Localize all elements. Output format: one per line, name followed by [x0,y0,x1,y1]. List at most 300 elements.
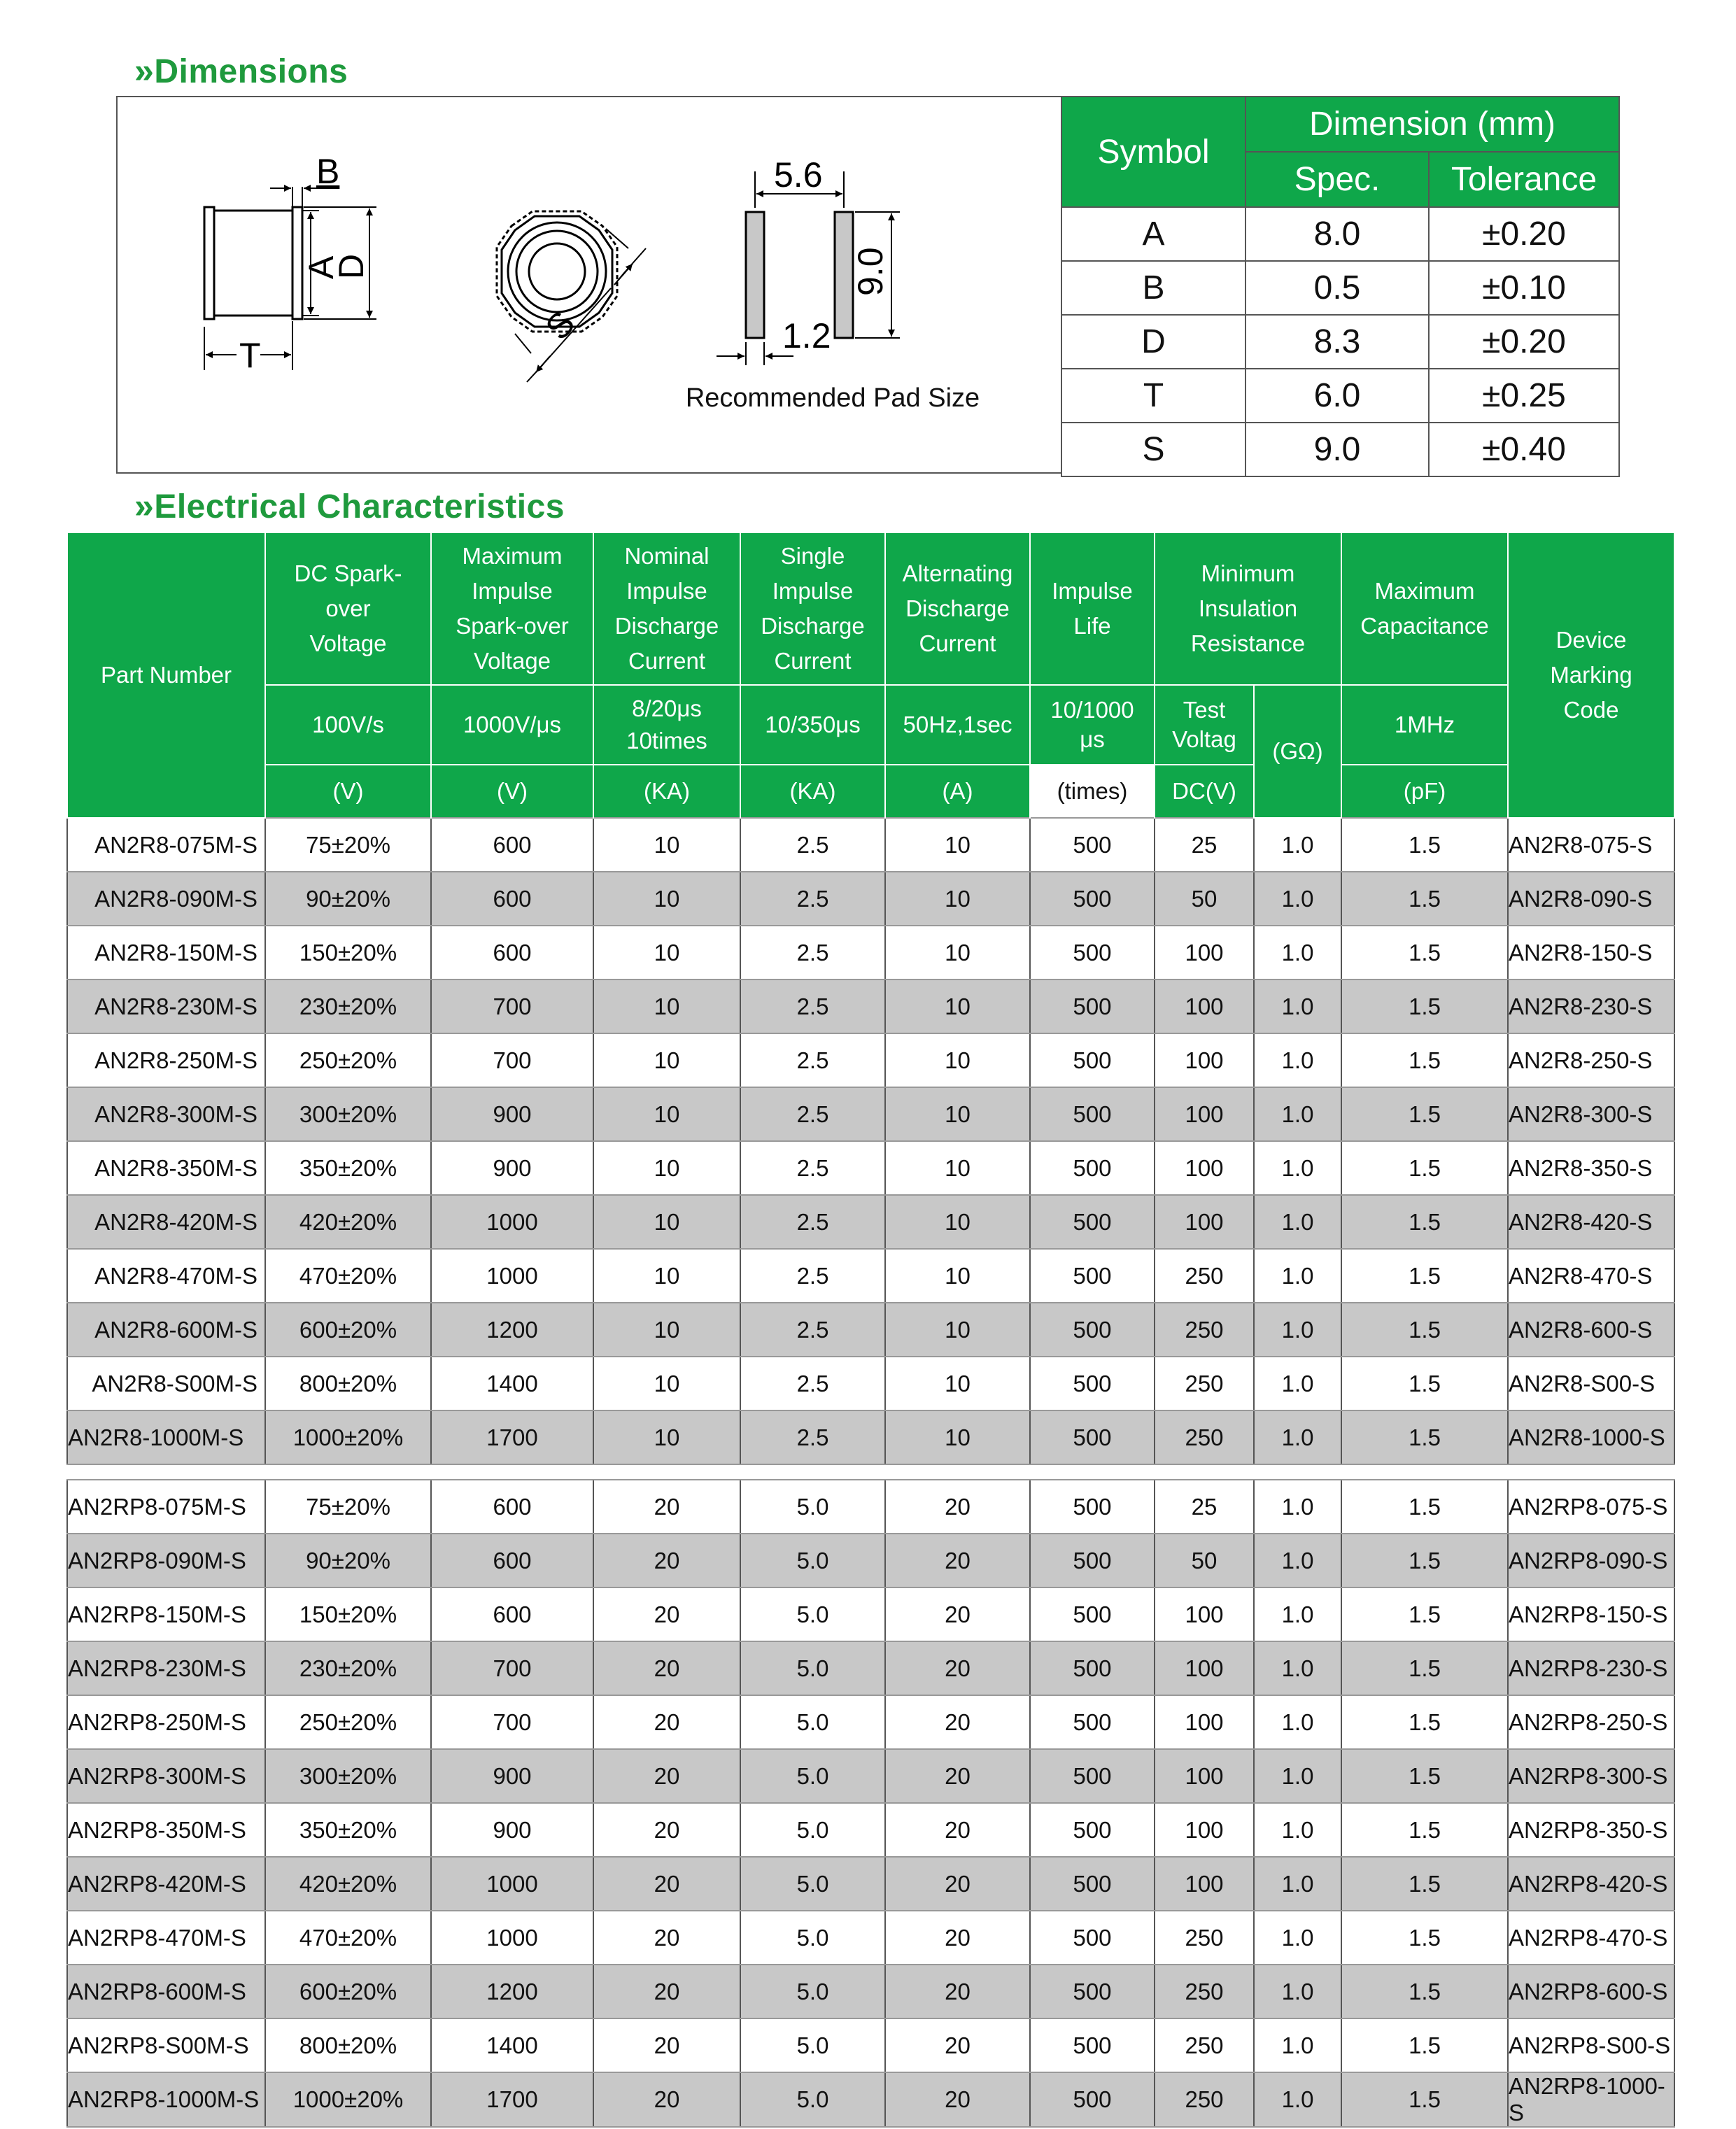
life-cell: 500 [1030,1587,1155,1641]
table-row [67,1695,1674,1749]
nominal-cell: 10 [593,1357,740,1410]
test-voltage-condition: Test Voltag [1155,685,1254,765]
part-cell: AN2RP8-1000M-S [67,2072,265,2127]
life-cell: 500 [1030,1141,1155,1195]
alternating-cell: 20 [885,1749,1030,1803]
marking-cell: AN2R8-1000-S [1508,1410,1674,1464]
life-cell: 500 [1030,1249,1155,1303]
spacer-cell [431,1464,593,1480]
life-cell: 500 [1030,818,1155,872]
nominal-cell: 10 [593,1410,740,1464]
resistance-cell: 1.0 [1254,1587,1341,1641]
dc-cell: 420±20% [265,1195,431,1249]
symbol-header: Symbol [1061,97,1245,207]
capacitance-cell: 1.5 [1341,1195,1508,1249]
impulse-cell: 1000 [431,1249,593,1303]
table-row [67,1587,1674,1641]
table-row [67,1357,1674,1410]
test-voltage-cell: 100 [1155,1641,1254,1695]
life-cell: 500 [1030,1965,1155,2018]
alternating-cell: 20 [885,1641,1030,1695]
nominal-condition: 8/20μs 10times [593,685,740,765]
resistance-cell: 1.0 [1254,926,1341,979]
table-row [67,1534,1674,1587]
resistance-cell: 1.0 [1254,979,1341,1033]
nominal-header: Nominal Impulse Discharge Current [593,532,740,685]
spec-header: Spec. [1245,152,1429,207]
dimension-tolerance-cell: ±0.20 [1429,207,1619,261]
capacitance-cell: 1.5 [1341,1587,1508,1641]
alternating-cell: 20 [885,2018,1030,2072]
resistance-cell: 1.0 [1254,1749,1341,1803]
table-row [67,1911,1674,1965]
capacitance-cell: 1.5 [1341,2018,1508,2072]
part-cell: AN2RP8-230M-S [67,1641,265,1695]
alternating-cell: 10 [885,1195,1030,1249]
label-t: T [239,336,261,375]
dc-header: DC Spark-over Voltage [265,532,431,685]
part-cell: AN2R8-075M-S [67,818,265,872]
capacitance-cell: 1.5 [1341,1480,1508,1534]
capacitance-cell: 1.5 [1341,1857,1508,1911]
dc-cell: 420±20% [265,1857,431,1911]
single-cell: 2.5 [740,926,885,979]
spacer-cell [1030,1464,1155,1480]
label-s: S [537,304,583,348]
marking-cell: AN2R8-150-S [1508,926,1674,979]
alternating-cell: 10 [885,1141,1030,1195]
marking-cell: AN2RP8-090-S [1508,1534,1674,1587]
impulse-cell: 600 [431,1480,593,1534]
alternating-cell: 10 [885,979,1030,1033]
single-cell: 5.0 [740,1749,885,1803]
impulse-cell: 1400 [431,2018,593,2072]
resistance-cell: 1.0 [1254,1249,1341,1303]
capacitance-header: Maximum Capacitance [1341,532,1508,685]
capacitance-cell: 1.5 [1341,1357,1508,1410]
dc-cell: 150±20% [265,1587,431,1641]
single-cell: 2.5 [740,1195,885,1249]
table-row [67,979,1674,1033]
part-cell: AN2RP8-470M-S [67,1911,265,1965]
dc-cell: 230±20% [265,979,431,1033]
marking-cell: AN2RP8-1000-S [1508,2072,1674,2127]
dimension-row [1061,261,1619,315]
capacitance-cell: 1.5 [1341,979,1508,1033]
part-cell: AN2R8-230M-S [67,979,265,1033]
marking-cell: AN2R8-230-S [1508,979,1674,1033]
alternating-cell: 20 [885,1965,1030,2018]
marking-header: Device Marking Code [1508,532,1674,818]
life-cell: 500 [1030,1911,1155,1965]
impulse-cell: 900 [431,1087,593,1141]
life-cell: 500 [1030,2018,1155,2072]
life-cell: 500 [1030,872,1155,926]
alternating-cell: 20 [885,1695,1030,1749]
dimensions-heading [134,50,348,91]
marking-cell: AN2RP8-420-S [1508,1857,1674,1911]
insulation-header: Minimum Insulation Resistance [1155,532,1341,685]
alternating-cell: 20 [885,1534,1030,1587]
single-cell: 5.0 [740,2018,885,2072]
resistance-unit: (GΩ) [1254,685,1341,818]
life-cell: 500 [1030,1534,1155,1587]
resistance-cell: 1.0 [1254,872,1341,926]
capacitance-cell: 1.5 [1341,1249,1508,1303]
single-cell: 5.0 [740,1641,885,1695]
table-row [67,2018,1674,2072]
part-cell: AN2R8-S00M-S [67,1357,265,1410]
capacitance-cell: 1.5 [1341,1534,1508,1587]
dimension-spec-cell: 0.5 [1245,261,1429,315]
resistance-cell: 1.0 [1254,2018,1341,2072]
impulse-cell: 700 [431,1641,593,1695]
life-cell: 500 [1030,1857,1155,1911]
part-cell: AN2RP8-S00M-S [67,2018,265,2072]
test-voltage-cell: 50 [1155,1534,1254,1587]
marking-cell: AN2RP8-075-S [1508,1480,1674,1534]
marking-cell: AN2R8-420-S [1508,1195,1674,1249]
alternating-unit: (A) [885,765,1030,818]
part-cell: AN2R8-250M-S [67,1033,265,1087]
test-voltage-cell: 100 [1155,1195,1254,1249]
marking-cell: AN2RP8-S00-S [1508,2018,1674,2072]
resistance-cell: 1.0 [1254,1087,1341,1141]
dc-cell: 350±20% [265,1141,431,1195]
single-unit: (KA) [740,765,885,818]
dimension-row [1061,369,1619,423]
nominal-cell: 20 [593,1911,740,1965]
capacitance-cell: 1.5 [1341,1641,1508,1695]
alternating-header: Alternating Discharge Current [885,532,1030,685]
alternating-cell: 10 [885,818,1030,872]
impulse-cell: 1200 [431,1303,593,1357]
nominal-cell: 20 [593,1695,740,1749]
dc-cell: 1000±20% [265,1410,431,1464]
test-voltage-cell: 100 [1155,1857,1254,1911]
spacer-cell [1254,1464,1341,1480]
life-cell: 500 [1030,1410,1155,1464]
capacitance-cell: 1.5 [1341,1695,1508,1749]
marking-cell: AN2R8-075-S [1508,818,1674,872]
dc-cell: 1000±20% [265,2072,431,2127]
marking-cell: AN2R8-250-S [1508,1033,1674,1087]
resistance-cell: 1.0 [1254,1357,1341,1410]
spacer-cell [885,1464,1030,1480]
nominal-cell: 10 [593,1303,740,1357]
marking-cell: AN2RP8-250-S [1508,1695,1674,1749]
dimension-header: Dimension (mm) [1245,97,1619,152]
single-cell: 2.5 [740,1033,885,1087]
impulse-cell: 1000 [431,1911,593,1965]
life-cell: 500 [1030,926,1155,979]
dimension-row [1061,423,1619,476]
test-voltage-cell: 50 [1155,872,1254,926]
alternating-cell: 10 [885,1087,1030,1141]
impulse-cell: 1000 [431,1857,593,1911]
nominal-cell: 10 [593,818,740,872]
alternating-cell: 20 [885,2072,1030,2127]
dc-cell: 800±20% [265,2018,431,2072]
single-cell: 2.5 [740,872,885,926]
resistance-cell: 1.0 [1254,1911,1341,1965]
nominal-cell: 20 [593,1803,740,1857]
part-cell: AN2R8-1000M-S [67,1410,265,1464]
impulse-cell: 1000 [431,1195,593,1249]
single-cell: 2.5 [740,1303,885,1357]
marking-cell: AN2RP8-600-S [1508,1965,1674,2018]
section-marker: » [134,486,155,525]
test-voltage-cell: 100 [1155,1033,1254,1087]
label-b: B [316,152,340,191]
impulse-cell: 600 [431,1534,593,1587]
nominal-cell: 20 [593,1749,740,1803]
dimension-tolerance-cell: ±0.10 [1429,261,1619,315]
single-cell: 2.5 [740,979,885,1033]
single-cell: 5.0 [740,1857,885,1911]
dc-cell: 75±20% [265,1480,431,1534]
pad-gap-label: 1.2 [782,316,831,355]
life-cell: 500 [1030,1480,1155,1534]
alternating-cell: 10 [885,1303,1030,1357]
capacitance-cell: 1.5 [1341,1410,1508,1464]
resistance-cell: 1.0 [1254,1141,1341,1195]
dc-cell: 230±20% [265,1641,431,1695]
capacitance-condition: 1MHz [1341,685,1508,765]
dc-cell: 300±20% [265,1749,431,1803]
test-voltage-cell: 250 [1155,1965,1254,2018]
life-cell: 500 [1030,1641,1155,1695]
section-marker: » [134,51,155,90]
table-row [67,1965,1674,2018]
dc-cell: 600±20% [265,1303,431,1357]
pad-size-caption: Recommended Pad Size [685,383,980,413]
part-cell: AN2RP8-150M-S [67,1587,265,1641]
dimension-symbol-cell: B [1061,261,1245,315]
part-cell: AN2R8-420M-S [67,1195,265,1249]
test-voltage-unit: DC(V) [1155,765,1254,818]
dimension-row [1061,207,1619,261]
part-cell: AN2RP8-300M-S [67,1749,265,1803]
dimension-symbol-cell: D [1061,315,1245,369]
nominal-cell: 10 [593,1195,740,1249]
part-number-header: Part Number [67,532,265,818]
marking-cell: AN2R8-350-S [1508,1141,1674,1195]
life-cell: 500 [1030,1695,1155,1749]
capacitance-cell: 1.5 [1341,1087,1508,1141]
single-cell: 2.5 [740,1141,885,1195]
dimension-spec-cell: 8.0 [1245,207,1429,261]
resistance-cell: 1.0 [1254,1480,1341,1534]
dc-unit: (V) [265,765,431,818]
nominal-cell: 20 [593,1480,740,1534]
life-cell: 500 [1030,1195,1155,1249]
nominal-cell: 20 [593,2018,740,2072]
dimension-symbol-cell: S [1061,423,1245,476]
part-cell: AN2RP8-075M-S [67,1480,265,1534]
part-cell: AN2R8-300M-S [67,1087,265,1141]
dimension-spec-cell: 8.3 [1245,315,1429,369]
impulse-cell: 900 [431,1749,593,1803]
resistance-cell: 1.0 [1254,1641,1341,1695]
test-voltage-cell: 100 [1155,926,1254,979]
test-voltage-cell: 250 [1155,1911,1254,1965]
dc-condition: 100V/s [265,685,431,765]
impulse-life-condition: 10/1000 μs [1030,685,1155,765]
dc-cell: 470±20% [265,1249,431,1303]
part-cell: AN2RP8-420M-S [67,1857,265,1911]
table-row [67,1087,1674,1141]
spacer-cell [1508,1464,1674,1480]
pad-width-label: 5.6 [774,155,823,194]
electrical-table [66,532,1675,2128]
nominal-cell: 20 [593,2072,740,2127]
resistance-cell: 1.0 [1254,1695,1341,1749]
dimension-row [1061,315,1619,369]
capacitance-cell: 1.5 [1341,1749,1508,1803]
part-cell: AN2R8-470M-S [67,1249,265,1303]
tolerance-header: Tolerance [1429,152,1619,207]
nominal-cell: 10 [593,1249,740,1303]
electrical-heading [134,486,565,526]
test-voltage-cell: 100 [1155,979,1254,1033]
alternating-cell: 10 [885,926,1030,979]
impulse-cell: 700 [431,1033,593,1087]
marking-cell: AN2RP8-300-S [1508,1749,1674,1803]
table-row [67,1480,1674,1534]
capacitance-cell: 1.5 [1341,1965,1508,2018]
nominal-cell: 20 [593,1857,740,1911]
test-voltage-cell: 25 [1155,818,1254,872]
single-cell: 5.0 [740,1534,885,1587]
table-row [67,818,1674,872]
impulse-spark-unit: (V) [431,765,593,818]
resistance-cell: 1.0 [1254,2072,1341,2127]
resistance-cell: 1.0 [1254,1033,1341,1087]
dimension-symbol-cell: T [1061,369,1245,423]
alternating-condition: 50Hz,1sec [885,685,1030,765]
nominal-cell: 20 [593,1587,740,1641]
spacer-cell [1155,1464,1254,1480]
life-cell: 500 [1030,1357,1155,1410]
dc-cell: 250±20% [265,1695,431,1749]
impulse-cell: 600 [431,818,593,872]
impulse-life-unit: (times) [1030,765,1155,818]
nominal-cell: 10 [593,1141,740,1195]
single-header: Single Impulse Discharge Current [740,532,885,685]
capacitance-cell: 1.5 [1341,1303,1508,1357]
nominal-cell: 20 [593,1965,740,2018]
impulse-cell: 1700 [431,2072,593,2127]
marking-cell: AN2R8-300-S [1508,1087,1674,1141]
label-a: A [302,255,341,279]
test-voltage-cell: 100 [1155,1087,1254,1141]
dimension-drawing [116,96,1061,474]
test-voltage-cell: 250 [1155,1249,1254,1303]
impulse-cell: 1200 [431,1965,593,2018]
single-cell: 5.0 [740,1965,885,2018]
table-row [67,1249,1674,1303]
single-cell: 5.0 [740,1480,885,1534]
resistance-cell: 1.0 [1254,1803,1341,1857]
test-voltage-cell: 100 [1155,1695,1254,1749]
nominal-cell: 10 [593,1087,740,1141]
resistance-cell: 1.0 [1254,1303,1341,1357]
capacitance-unit: (pF) [1341,765,1508,818]
impulse-cell: 600 [431,926,593,979]
single-cell: 2.5 [740,1087,885,1141]
alternating-cell: 10 [885,1357,1030,1410]
alternating-cell: 10 [885,872,1030,926]
capacitance-cell: 1.5 [1341,872,1508,926]
resistance-cell: 1.0 [1254,1410,1341,1464]
resistance-cell: 1.0 [1254,818,1341,872]
alternating-cell: 20 [885,1587,1030,1641]
part-cell: AN2RP8-090M-S [67,1534,265,1587]
life-cell: 500 [1030,1303,1155,1357]
spacer-cell [265,1464,431,1480]
impulse-cell: 900 [431,1803,593,1857]
table-row [67,1303,1674,1357]
single-cell: 5.0 [740,1803,885,1857]
group-spacer [67,1464,1674,1480]
single-cell: 2.5 [740,1249,885,1303]
alternating-cell: 20 [885,1857,1030,1911]
test-voltage-cell: 250 [1155,1410,1254,1464]
single-cell: 2.5 [740,818,885,872]
marking-cell: AN2R8-S00-S [1508,1357,1674,1410]
spacer-cell [1341,1464,1508,1480]
single-condition: 10/350μs [740,685,885,765]
pad-height-label: 9.0 [851,247,890,296]
dimension-tolerance-cell: ±0.25 [1429,369,1619,423]
table-row [67,872,1674,926]
life-cell: 500 [1030,1087,1155,1141]
nominal-cell: 10 [593,926,740,979]
test-voltage-cell: 100 [1155,1587,1254,1641]
life-cell: 500 [1030,1033,1155,1087]
nominal-unit: (KA) [593,765,740,818]
single-cell: 5.0 [740,1911,885,1965]
marking-cell: AN2R8-090-S [1508,872,1674,926]
dimension-spec-cell: 9.0 [1245,423,1429,476]
single-cell: 5.0 [740,1587,885,1641]
table-row [67,2072,1674,2127]
dc-cell: 300±20% [265,1087,431,1141]
end-view-drawing [497,211,646,382]
part-cell: AN2RP8-350M-S [67,1803,265,1857]
test-voltage-cell: 100 [1155,1803,1254,1857]
life-cell: 500 [1030,979,1155,1033]
test-voltage-cell: 250 [1155,2072,1254,2127]
nominal-cell: 20 [593,1641,740,1695]
dc-cell: 90±20% [265,872,431,926]
table-row [67,1803,1674,1857]
resistance-cell: 1.0 [1254,1857,1341,1911]
impulse-life-header: Impulse Life [1030,532,1155,685]
table-row [67,1141,1674,1195]
part-cell: AN2R8-350M-S [67,1141,265,1195]
part-cell: AN2R8-150M-S [67,926,265,979]
electrical-title: Electrical Characteristics [154,488,565,525]
nominal-cell: 10 [593,979,740,1033]
test-voltage-cell: 250 [1155,1303,1254,1357]
test-voltage-cell: 250 [1155,2018,1254,2072]
impulse-cell: 600 [431,872,593,926]
table-row [67,1857,1674,1911]
impulse-cell: 1400 [431,1357,593,1410]
dc-cell: 250±20% [265,1033,431,1087]
